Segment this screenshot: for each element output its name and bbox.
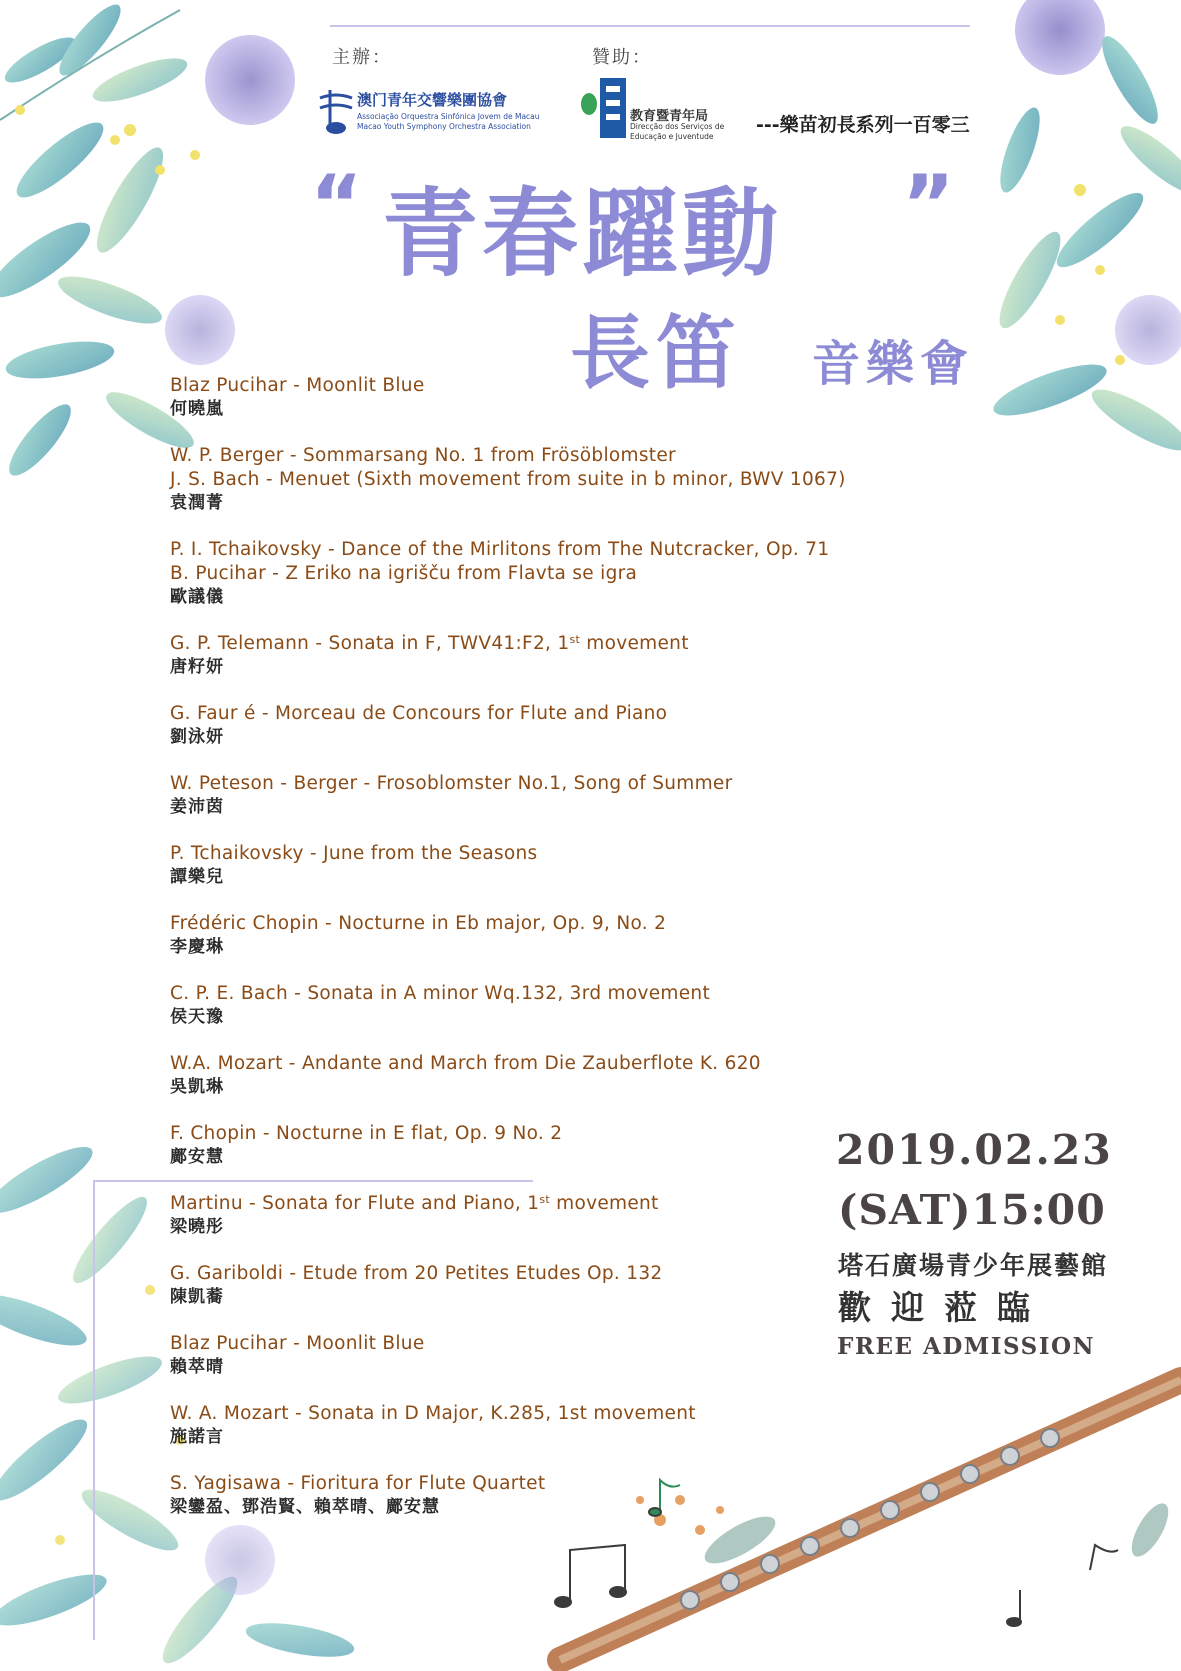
sponsor-name-zh: 教育暨青年局 [630, 109, 709, 124]
piece-title: Frédéric Chopin - Nocturne in Eb major, Op. 9, No. 2 [170, 913, 667, 934]
event-venue: 塔石廣場青少年展藝館 [838, 1251, 1109, 1280]
event-time: (SAT)15:00 [838, 1186, 1106, 1234]
piece-title: Blaz Pucihar - Moonlit Blue [170, 375, 425, 396]
performer-name: 譚樂兒 [170, 867, 224, 887]
performer-name: 鄺安慧 [170, 1147, 224, 1167]
program-item [170, 1402, 910, 1448]
sponsor-name-pt-1: Direcção dos Serviços de [630, 122, 725, 131]
sponsor-name-pt-2: Educação e Juventude [630, 132, 714, 141]
piece-title: P. Tchaikovsky - June from the Seasons [170, 843, 538, 864]
title-close-quote: ” [902, 158, 955, 251]
title-instrument: 長笛 [570, 307, 742, 400]
frame-left-line [93, 1180, 95, 1640]
organizer-logo [316, 86, 356, 142]
performer-name: 侯天豫 [170, 1007, 224, 1027]
performer-name: 何曉嵐 [170, 399, 224, 419]
program-item [170, 912, 910, 958]
program-item [170, 842, 910, 888]
program-item [170, 772, 910, 818]
piece-title: P. I. Tchaikovsky - Dance of the Mirlitons from The Nutcracker, Op. 71 [170, 539, 830, 560]
organizer-name-en: Macao Youth Symphony Orchestra Association [357, 122, 531, 131]
welcome-text: 歡迎蒞臨 [838, 1288, 1050, 1327]
piece-title: W. Peteson - Berger - Frosoblomster No.1, Song of Summer [170, 773, 733, 794]
piece-title: G. Faur é - Morceau de Concours for Flute and Piano [170, 703, 668, 724]
music-clef-icon [316, 86, 356, 138]
piece-title: J. S. Bach - Menuet (Sixth movement from suite in b minor, BWV 1067) [170, 469, 846, 490]
performer-name: 李慶琳 [170, 937, 224, 957]
performer-name: 梁鑾盈、鄧浩賢、賴萃晴、鄺安慧 [170, 1497, 440, 1517]
performer-name: 陳凱蕎 [170, 1287, 224, 1307]
piece-title: G. Gariboldi - Etude from 20 Petites Etudes Op. 132 [170, 1263, 663, 1284]
program-item [170, 1122, 910, 1168]
title-main: 青春躍動 [382, 178, 782, 290]
performer-name: 劉泳妍 [170, 727, 224, 747]
performer-name: 歐議儀 [170, 587, 224, 607]
performer-name: 賴萃晴 [170, 1357, 224, 1377]
organizer-name-pt: Associação Orquestra Sinfónica Jovem de Macau [357, 112, 540, 121]
program-item [170, 444, 910, 514]
piece-title: Martinu - Sonata for Flute and Piano, 1st movement [170, 1193, 659, 1214]
piece-title: W. P. Berger - Sommarsang No. 1 from Frösöblomster [170, 445, 676, 466]
piece-title: C. P. E. Bach - Sonata in A minor Wq.132, 3rd movement [170, 983, 711, 1004]
organizer-name-zh: 澳门青年交響樂團協會 [357, 91, 508, 109]
program-item [170, 632, 910, 678]
title-concert: 音樂會 [812, 336, 975, 392]
piece-title: G. P. Telemann - Sonata in F, TWV41:F2, 1st movement [170, 633, 689, 654]
top-right-foliage [988, 0, 1181, 460]
program-item [170, 1192, 910, 1238]
program-item [170, 538, 910, 608]
sponsor-label: 贊助： [592, 47, 652, 68]
program-item [170, 982, 910, 1028]
event-date: 2019.02.23 [836, 1126, 1113, 1174]
piece-title: Blaz Pucihar - Moonlit Blue [170, 1333, 425, 1354]
program-item [170, 1262, 910, 1308]
organizer-label: 主辦： [332, 47, 392, 68]
performer-name: 梁曉彤 [170, 1217, 224, 1237]
title-open-quote: “ [310, 158, 363, 251]
free-admission: FREE ADMISSION [837, 1333, 1096, 1360]
program-item [170, 1472, 910, 1518]
piece-title: W.A. Mozart - Andante and March from Die Zauberflote K. 620 [170, 1053, 761, 1074]
program-item [170, 374, 910, 420]
series-label: ---樂苗初長系列一百零三 [756, 114, 970, 136]
performer-name: 施諾言 [170, 1427, 224, 1447]
program-item [170, 1332, 910, 1378]
piece-title: S. Yagisawa - Fioritura for Flute Quartet [170, 1473, 546, 1494]
performer-name: 姜沛茵 [170, 797, 224, 817]
program-list [170, 374, 910, 1542]
performer-name: 袁潤菁 [170, 493, 224, 513]
performer-name: 唐籽妍 [170, 657, 224, 677]
piece-title: B. Pucihar - Z Eriko na igrišču from Flavta se igra [170, 563, 638, 584]
dsej-logo-icon [580, 76, 628, 140]
sponsor-logo [580, 76, 628, 144]
performer-name: 吳凱琳 [170, 1077, 224, 1097]
program-item [170, 1052, 910, 1098]
program-item [170, 702, 910, 748]
piece-title: F. Chopin - Nocturne in E flat, Op. 9 No. 2 [170, 1123, 563, 1144]
frame-top-line [330, 25, 970, 27]
piece-title: W. A. Mozart - Sonata in D Major, K.285, 1st movement [170, 1403, 696, 1424]
